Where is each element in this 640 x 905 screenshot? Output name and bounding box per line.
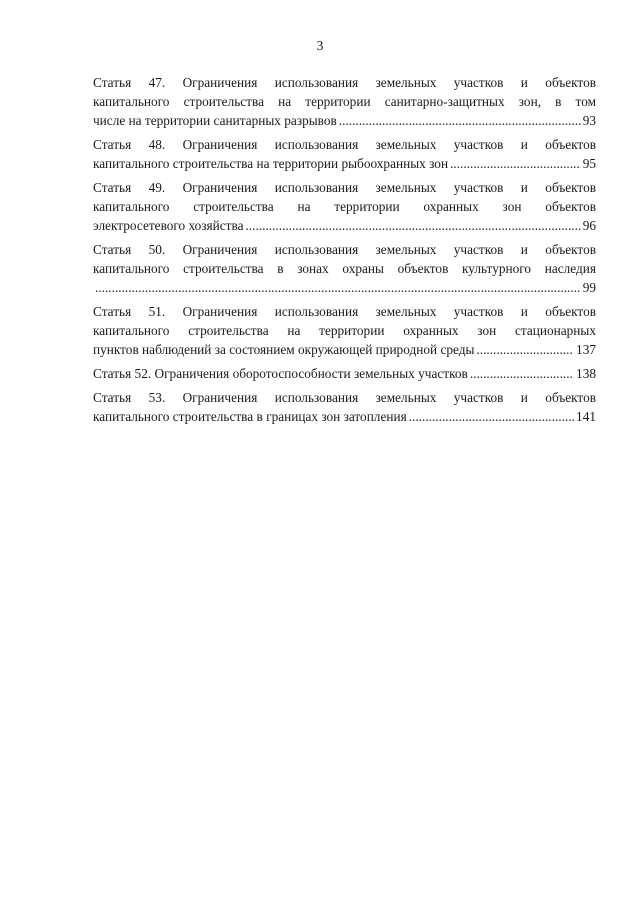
toc-entry-article-52[interactable] (93, 364, 596, 383)
toc-entry-line: Статья 51. Ограничения использования земельных участков и объектов (93, 304, 596, 319)
toc-entry-line: Статья 50. Ограничения использования земельных участков и объектов (93, 242, 596, 257)
toc-page-ref: 96 (582, 218, 596, 233)
toc-entry-article-49[interactable] (93, 178, 596, 235)
toc-entry-last-line: числе на территории санитарных разрывов (93, 113, 337, 128)
toc-page-ref: 141 (576, 409, 596, 424)
toc-entry-line: капитального строительства на территории охранных зон объектов (93, 199, 596, 214)
toc-entry-line: капитального строительства на территории санитарно-защитных зон, в том (93, 94, 596, 109)
toc-entry-article-53[interactable] (93, 388, 596, 426)
toc-entry-line: Статья 48. Ограничения использования земельных участков и объектов (93, 137, 596, 152)
toc-entry-line: Статья 47. Ограничения использования земельных участков и объектов (93, 75, 596, 90)
table-of-contents (93, 73, 596, 431)
toc-entry-last-line: Статья 52. Ограничения оборотоспособности земельных участков (93, 366, 468, 381)
toc-page-ref: 95 (582, 156, 596, 171)
dot-leader (339, 111, 581, 130)
dot-leader (95, 278, 581, 297)
dot-leader (409, 407, 574, 426)
toc-entry-line: Статья 53. Ограничения использования земельных участков и объектов (93, 390, 596, 405)
toc-entry-line: капитального строительства на территории охранных зон стационарных (93, 323, 596, 338)
page-number: 3 (316, 38, 324, 53)
toc-entry-last-line: капитального строительства в границах зон затопления (93, 409, 407, 424)
toc-entry-article-51[interactable] (93, 302, 596, 359)
toc-page-ref: 137 (576, 342, 596, 357)
toc-entry-last-line: пунктов наблюдений за состоянием окружающей природной среды (93, 342, 475, 357)
toc-page-ref: 138 (576, 366, 596, 381)
toc-entry-article-48[interactable] (93, 135, 596, 173)
dot-leader (470, 364, 574, 383)
dot-leader (476, 340, 574, 359)
toc-entry-line: капитального строительства в зонах охраны объектов культурного наследия (93, 261, 596, 276)
dot-leader (246, 216, 581, 235)
toc-page-ref: 99 (582, 280, 596, 295)
toc-entry-line: Статья 49. Ограничения использования земельных участков и объектов (93, 180, 596, 195)
toc-page-ref: 93 (582, 113, 596, 128)
toc-entry-last-line: электросетевого хозяйства (93, 218, 244, 233)
toc-entry-article-50[interactable] (93, 240, 596, 297)
dot-leader (450, 154, 581, 173)
toc-entry-last-line: капитального строительства на территории рыбоохранных зон (93, 156, 449, 171)
toc-entry-article-47[interactable] (93, 73, 596, 130)
